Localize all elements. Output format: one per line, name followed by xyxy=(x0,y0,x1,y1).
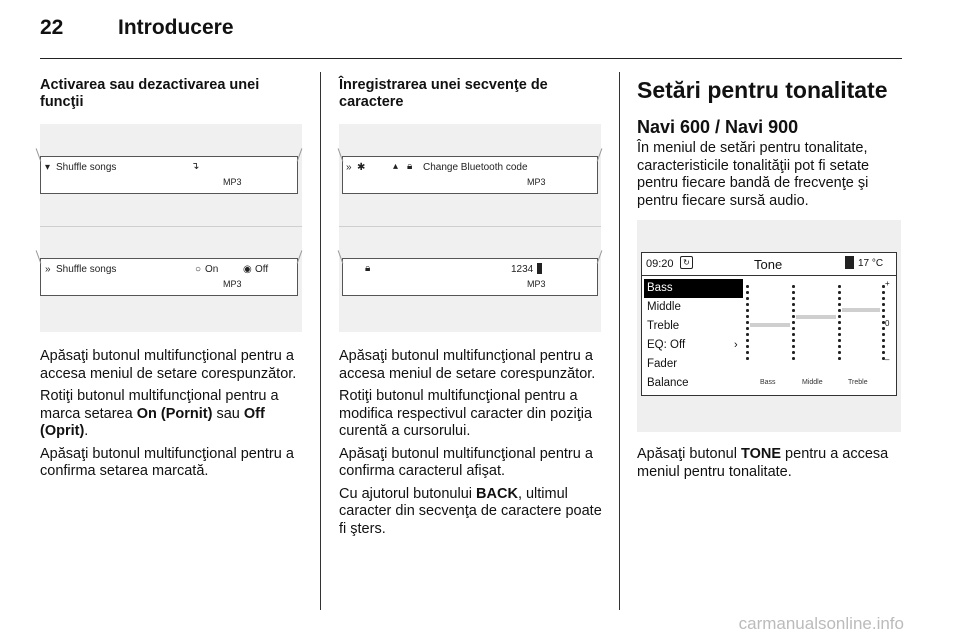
menu-item-bass[interactable]: Bass xyxy=(644,279,743,298)
paragraph: Apăsaţi butonul TONE pentru a accesa meniul pentru tonalitate. xyxy=(637,446,889,480)
return-arrow-icon: ↴ xyxy=(191,161,200,172)
watermark: carmanualsonline.info xyxy=(738,614,904,633)
menu-item-fader[interactable]: Fader xyxy=(647,358,678,370)
radio-on-icon: ◉ xyxy=(243,264,252,275)
radio-off-icon: ○ xyxy=(195,264,202,275)
option-on: On xyxy=(205,264,219,275)
screen-title: Tone xyxy=(754,257,783,272)
dot-scale xyxy=(792,285,795,363)
dot-scale xyxy=(746,285,749,363)
paragraph: Apăsaţi butonul multifuncţional pentru a confirma setarea marcată. xyxy=(40,445,294,479)
eq-label: Treble xyxy=(848,379,868,386)
menu-label: Shuffle songs xyxy=(56,162,117,173)
paragraph: În meniul de setări pentru tonalitate, caracteristicile tonalităţii pot fi setate pentru fiecare bandă de frecvenţe şi pentru fiecare sursă audio. xyxy=(637,140,870,209)
source-label: MP3 xyxy=(223,279,242,289)
chevron-right-icon: › xyxy=(734,339,738,351)
source-label: MP3 xyxy=(527,177,546,187)
lock-icon: 🔒︎ xyxy=(365,263,371,274)
display-screen xyxy=(342,258,598,296)
dot-scale xyxy=(838,285,841,363)
middle-level-bar xyxy=(796,315,836,319)
chapter-title: Introducere xyxy=(118,16,234,39)
scale-zero: 0 xyxy=(885,319,890,328)
eq-graphic xyxy=(742,281,892,391)
paragraph: Rotiţi butonul multifuncţional pentru a marca setarea On (Pornit) sau Off (Oprit). xyxy=(40,388,279,439)
double-chevron-icon: » xyxy=(346,162,352,173)
paragraph: Apăsaţi butonul multifuncţional pentru a confirma caracterul afişat. xyxy=(339,445,593,479)
cursor-block xyxy=(537,263,542,274)
menu-label: Change Bluetooth code xyxy=(423,162,528,173)
display-screen xyxy=(40,258,298,296)
illustration-panel xyxy=(339,124,601,332)
section-subhead: Activarea sau dezactivarea unei funcţii xyxy=(40,77,260,110)
menu-item-treble[interactable]: Treble xyxy=(647,320,680,332)
body-text xyxy=(40,348,306,486)
section-subtitle: Navi 600 / Navi 900 xyxy=(637,117,799,137)
chevron-down-icon: ▾ xyxy=(45,162,51,173)
body-text xyxy=(637,446,907,486)
clock: 09:20 xyxy=(646,258,674,270)
temperature: 17 °C xyxy=(858,258,884,269)
code-value: 1234 xyxy=(511,264,534,275)
section-title: Setări pentru tonalitate xyxy=(637,77,888,103)
display-screen xyxy=(342,156,598,194)
tone-illustration xyxy=(637,220,901,432)
menu-item-balance[interactable]: Balance xyxy=(647,377,689,389)
scale-minus: – xyxy=(885,355,890,364)
tone-menu xyxy=(644,279,744,393)
paragraph: Apăsaţi butonul multifuncţional pentru a accesa meniul de setare corespunzător. xyxy=(339,348,596,382)
paragraph: Apăsaţi butonul multifuncţional pentru a accesa meniul de setare corespunzător. xyxy=(40,348,297,382)
caret-up-icon: ▴ xyxy=(393,161,399,172)
eq-label: Bass xyxy=(760,379,776,386)
tone-screen xyxy=(641,252,897,396)
option-off: Off xyxy=(255,264,269,275)
thermometer-icon xyxy=(845,256,854,269)
body-text xyxy=(339,348,605,543)
eq-label: Middle xyxy=(802,379,823,386)
paragraph: Cu ajutorul butonului BACK, ultimul caracter din secvenţa de caractere poate fi şters. xyxy=(339,485,602,537)
scale-plus: + xyxy=(885,279,890,288)
bluetooth-icon: ✱ xyxy=(357,162,366,173)
treble-level-bar xyxy=(842,308,880,312)
bass-level-bar xyxy=(750,323,790,327)
source-label: MP3 xyxy=(527,279,546,289)
column-divider xyxy=(320,72,321,610)
refresh-icon: ↻ xyxy=(680,256,693,269)
display-screen xyxy=(40,156,298,194)
double-chevron-icon: » xyxy=(45,264,51,275)
section-subhead: Înregistrarea unei secvenţe de caractere xyxy=(339,77,548,110)
header-rule xyxy=(40,58,902,59)
page-number: 22 xyxy=(40,16,64,39)
source-label: MP3 xyxy=(223,177,242,187)
menu-item-eq[interactable]: EQ: Off xyxy=(647,339,686,351)
lock-icon: 🔒︎ xyxy=(407,161,413,172)
illustration-panel xyxy=(40,124,302,332)
paragraph: Rotiţi butonul multifuncţional pentru a modifica respectivul caracter din poziţia curentă a cursorului. xyxy=(339,388,593,439)
intro-text xyxy=(637,140,907,215)
menu-item-middle[interactable]: Middle xyxy=(647,301,681,313)
menu-label: Shuffle songs xyxy=(56,264,117,275)
column-divider xyxy=(619,72,620,610)
